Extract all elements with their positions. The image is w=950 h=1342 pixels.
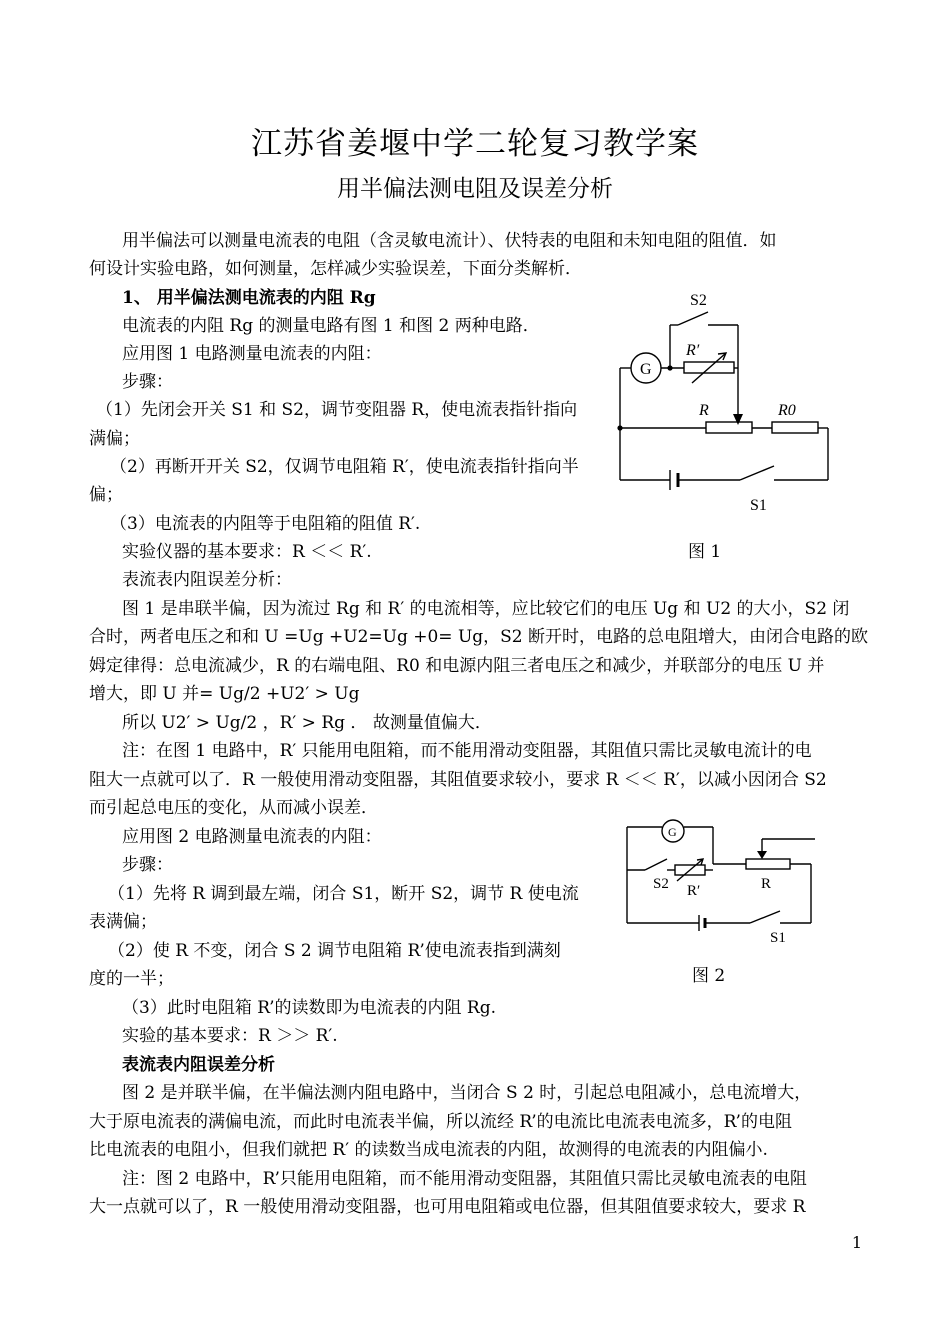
page-number: 1	[851, 1233, 862, 1252]
text-line: 图 1 是串联半偏，因为流过 Rg 和 R′ 的电流相等，应比较它们的电压 Ug 和 U2 的大小，S2 闭	[122, 599, 850, 619]
label-r: R	[761, 876, 772, 892]
text-line: 电流表的内阻 Rg 的测量电路有图 1 和图 2 两种电路．	[122, 316, 540, 336]
text-line: 应用图 2 电路测量电流表的内阻：	[122, 827, 382, 847]
label-s1: S1	[770, 930, 786, 946]
text-line: （1）先闭会开关 S1 和 S2，调节变阻器 R，使电流表指针指向	[96, 400, 578, 420]
figure-1-circuit	[600, 285, 850, 525]
label-s2: S2	[690, 292, 707, 309]
text-line: （2）使 R 不变，闭合 S 2 调节电阻箱 R’使电流表指到满刻	[108, 941, 561, 961]
text-line: 注：图 2 电路中，R’只能用电阻箱，而不能用滑动变阻器，其阻值只需比灵敏电流表的电阻	[122, 1169, 807, 1189]
figure-1-caption: 图 1	[688, 542, 722, 562]
section-heading: 表流表内阻误差分析	[122, 1055, 275, 1075]
text-line: 步骤：	[122, 372, 173, 392]
text-line: 而引起总电压的变化，从而减小误差．	[89, 798, 378, 818]
text-line: （1）先将 R 调到最左端，闭合 S1，断开 S2，调节 R 使电流	[108, 884, 579, 904]
label-r0: R0	[778, 402, 796, 419]
text-line: （2）再断开开关 S2，仅调节电阻箱 R′，使电流表指针指向半	[110, 457, 579, 477]
label-r: R	[699, 402, 709, 419]
rheostat-r	[706, 422, 752, 433]
text-line: 阻大一点就可以了．R 一般使用滑动变阻器，其阻值要求较小，要求 R ＜＜ R′，以减小因闭合 S2	[89, 770, 827, 790]
text-line: （3）此时电阻箱 R’的读数即为电流表的内阻 Rg.	[122, 998, 496, 1018]
text-line: 实验仪器的基本要求：R ＜＜ R′.	[122, 542, 372, 562]
page-title: 江苏省姜堰中学二轮复习教学案	[251, 126, 699, 162]
text-line: 注：在图 1 电路中，R′ 只能用电阻箱，而不能用滑动变阻器，其阻值只需比灵敏电流计的电	[122, 741, 812, 761]
label-rprime: R′	[686, 342, 700, 359]
text-line: 姆定律得：总电流减少，R 的右端电阻、R0 和电源内阻三者电压之和减少，并联部分的电压 U 并	[89, 656, 825, 676]
section-heading: 1、 用半偏法测电流表的内阻 Rg	[122, 288, 376, 308]
text-line: 大于原电流表的满偏电流，而此时电流表半偏，所以流经 R’的电流比电流表电流多，R’的电阻	[89, 1112, 792, 1132]
text-line: 大一点就可以了，R 一般使用滑动变阻器，也可用电阻箱或电位器，但其阻值要求较大，要求 R	[89, 1197, 806, 1217]
figure-2-circuit	[615, 815, 840, 950]
rheostat-r	[746, 859, 790, 869]
text-line: 所以 U2′ > Ug/2 ，R′ > Rg ． 故测量值偏大．	[122, 713, 492, 733]
figure-2-caption: 图 2	[692, 966, 726, 986]
label-s2: S2	[653, 876, 669, 892]
text-line: 比电流表的电阻小，但我们就把 R′ 的读数当成电流表的内阻，故测得的电流表的内阻偏小.	[89, 1140, 768, 1160]
text-line: 合时，两者电压之和和 U =Ug +U2=Ug +0= Ug，S2 断开时，电路的总电阻增大，由闭合电路的欧	[89, 627, 869, 647]
label-g: G	[668, 825, 677, 839]
text-line: 偏；	[89, 485, 123, 505]
label-rprime: R′	[687, 883, 701, 899]
text-line: 图 2 是并联半偏，在半偏法测内阻电路中，当闭合 S 2 时，引起总电阻减小，总电流增大，	[122, 1083, 812, 1103]
text-line: 实验的基本要求：R ＞＞ R′.	[122, 1026, 338, 1046]
text-line: 应用图 1 电路测量电流表的内阻：	[122, 344, 382, 364]
text-line: 何设计实验电路，如何测量，怎样减少实验误差，下面分类解析．	[89, 259, 582, 279]
text-line: 表流表内阻误差分析：	[122, 570, 292, 590]
text-line: 增大，即 U 并= Ug/2 +U2′ > Ug	[89, 684, 360, 704]
label-g: G	[640, 361, 652, 378]
text-line: 表满偏；	[89, 912, 157, 932]
text-line: 度的一半；	[89, 969, 174, 989]
text-line: 步骤：	[122, 855, 173, 875]
page-subtitle: 用半偏法测电阻及误差分析	[337, 176, 613, 202]
resistor-r0	[772, 422, 818, 433]
text-line: 满偏；	[89, 429, 140, 449]
text-line: （3）电流表的内阻等于电阻箱的阻值 R′.	[110, 514, 421, 534]
text-line: 用半偏法可以测量电流表的电阻（含灵敏电流计）、伏特表的电阻和未知电阻的阻值．如	[122, 231, 777, 251]
label-s1: S1	[750, 497, 767, 514]
